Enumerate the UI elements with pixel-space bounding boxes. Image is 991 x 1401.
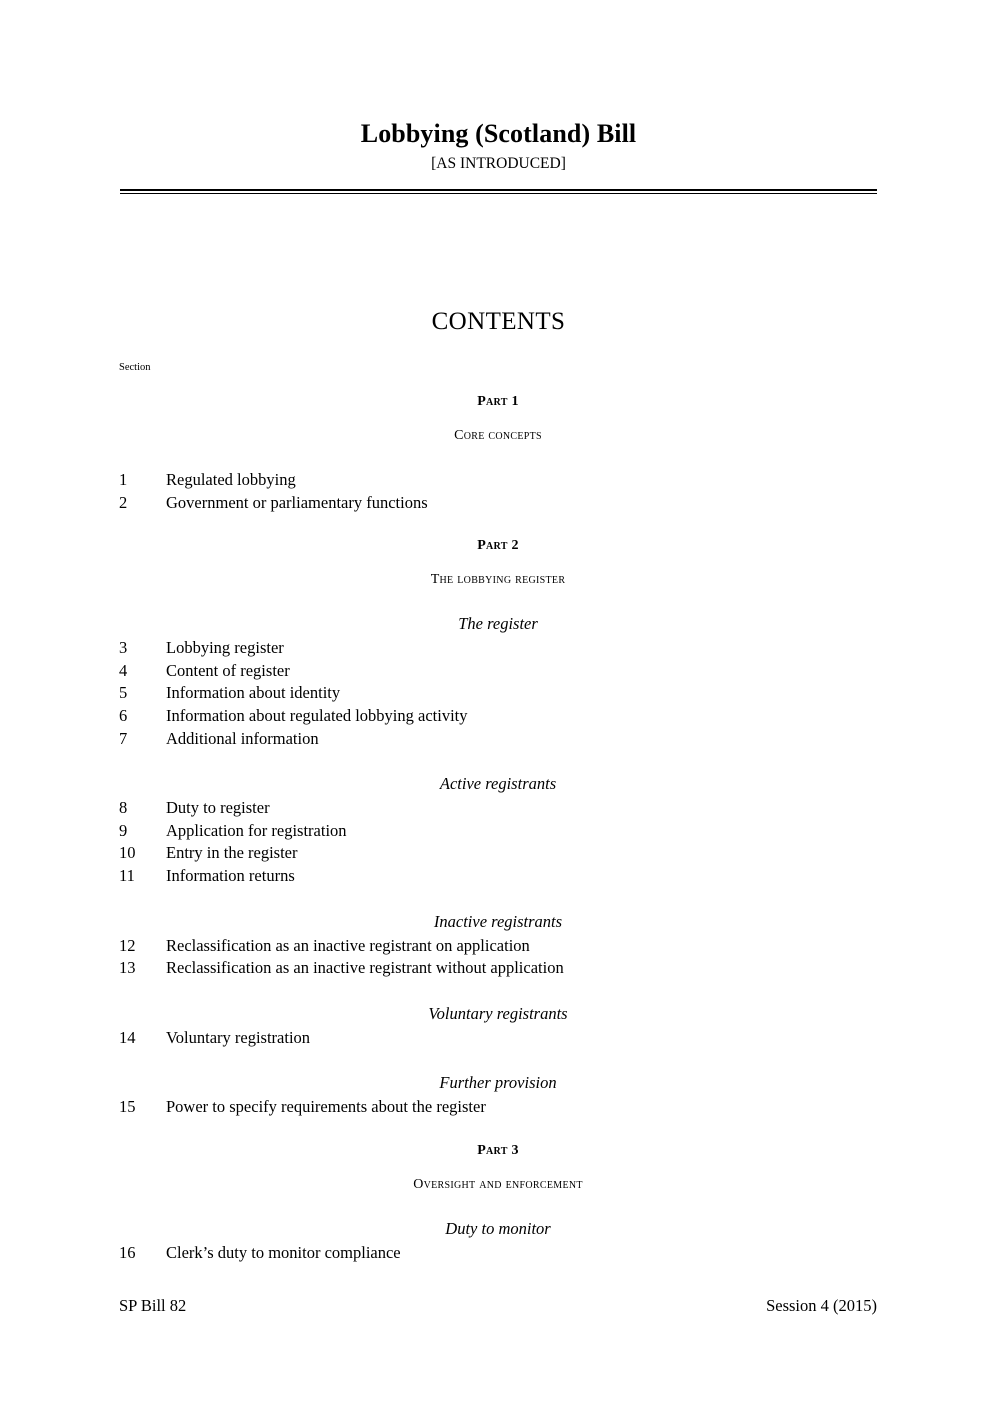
list-item[interactable] xyxy=(119,492,877,515)
list-item[interactable] xyxy=(119,865,877,888)
section-column-label: Section xyxy=(119,362,151,373)
entry-title: Information about identity xyxy=(166,683,341,703)
list-item[interactable] xyxy=(119,842,877,865)
entry-number: 1 xyxy=(119,470,128,489)
group-heading: Voluntary registrants xyxy=(428,1003,568,1023)
document-footer xyxy=(119,1295,877,1317)
part-heading: Part 3 xyxy=(477,1142,519,1158)
entry-number: 8 xyxy=(119,798,128,818)
entry-group xyxy=(119,935,877,980)
entry-title: Duty to register xyxy=(166,798,270,818)
group-heading: The register xyxy=(458,614,538,634)
entry-number: 10 xyxy=(119,843,136,863)
list-item[interactable] xyxy=(119,682,877,705)
divider-line-thick xyxy=(120,189,877,191)
part-heading: Part 1 xyxy=(477,394,519,409)
part-subtitle: The lobbying register xyxy=(430,572,566,588)
list-item[interactable] xyxy=(119,797,877,820)
part-subtitle: Oversight and enforcement xyxy=(413,1176,583,1192)
footer-bill-number: SP Bill 82 xyxy=(119,1296,187,1315)
part-subtitle: Core concepts xyxy=(454,428,542,443)
entry-title: Regulated lobbying xyxy=(166,470,296,489)
entry-title: Lobbying register xyxy=(166,638,284,658)
list-item[interactable] xyxy=(119,1096,877,1119)
part-heading: Part 2 xyxy=(477,538,519,554)
entry-group xyxy=(119,1242,877,1265)
entry-number: 5 xyxy=(119,683,128,703)
entry-title: Information about regulated lobbying activity xyxy=(166,705,468,725)
list-item[interactable] xyxy=(119,957,877,980)
entry-title: Additional information xyxy=(166,728,319,748)
list-item[interactable] xyxy=(119,728,877,751)
list-item[interactable] xyxy=(119,1242,877,1265)
entry-title: Reclassification as an inactive registrant on application xyxy=(166,935,530,955)
document-header xyxy=(120,118,877,175)
part-block-1 xyxy=(119,392,877,514)
entry-group xyxy=(119,797,877,887)
list-item[interactable] xyxy=(119,935,877,958)
entry-group xyxy=(119,1096,877,1119)
entry-number: 2 xyxy=(119,492,128,512)
group-heading: Duty to monitor xyxy=(445,1218,551,1238)
entry-number: 12 xyxy=(119,935,136,955)
entry-number: 4 xyxy=(119,660,128,680)
part-block-2 xyxy=(119,536,877,1119)
entry-title: Power to specify requirements about the register xyxy=(166,1097,486,1117)
header-divider xyxy=(120,189,877,194)
document-subtitle: [AS INTRODUCED] xyxy=(431,155,566,172)
entry-title: Entry in the register xyxy=(166,843,298,863)
entry-title: Clerk’s duty to monitor compliance xyxy=(166,1242,401,1262)
entry-number: 9 xyxy=(119,820,128,840)
entry-group xyxy=(119,1027,877,1050)
entry-title: Information returns xyxy=(166,865,295,885)
group-heading: Active registrants xyxy=(439,774,557,794)
entry-title: Government or parliamentary functions xyxy=(166,492,428,512)
entry-number: 16 xyxy=(119,1242,136,1262)
entry-group xyxy=(119,637,877,750)
entry-title: Reclassification as an inactive registrant without application xyxy=(166,958,564,978)
divider-line-thin xyxy=(120,193,877,194)
entry-title: Application for registration xyxy=(166,820,347,840)
part-block-3 xyxy=(119,1141,877,1265)
list-item[interactable] xyxy=(119,660,877,683)
entry-number: 3 xyxy=(119,638,128,658)
list-item[interactable] xyxy=(119,637,877,660)
page-title: Lobbying (Scotland) Bill xyxy=(360,119,637,148)
entry-number: 13 xyxy=(119,958,136,978)
table-of-contents xyxy=(119,392,877,1265)
contents-heading: CONTENTS xyxy=(431,308,566,335)
entry-number: 11 xyxy=(119,865,135,885)
entry-title: Voluntary registration xyxy=(166,1027,311,1047)
entry-group xyxy=(119,469,877,514)
group-heading: Inactive registrants xyxy=(433,911,563,931)
entry-number: 6 xyxy=(119,705,128,725)
footer-session: Session 4 (2015) xyxy=(766,1296,877,1315)
list-item[interactable] xyxy=(119,1027,877,1050)
entry-number: 14 xyxy=(119,1027,136,1047)
list-item[interactable] xyxy=(119,820,877,843)
list-item[interactable] xyxy=(119,469,877,492)
entry-number: 7 xyxy=(119,728,128,748)
list-item[interactable] xyxy=(119,705,877,728)
entry-title: Content of register xyxy=(166,660,290,680)
entry-number: 15 xyxy=(119,1097,136,1117)
group-heading: Further provision xyxy=(439,1073,557,1093)
